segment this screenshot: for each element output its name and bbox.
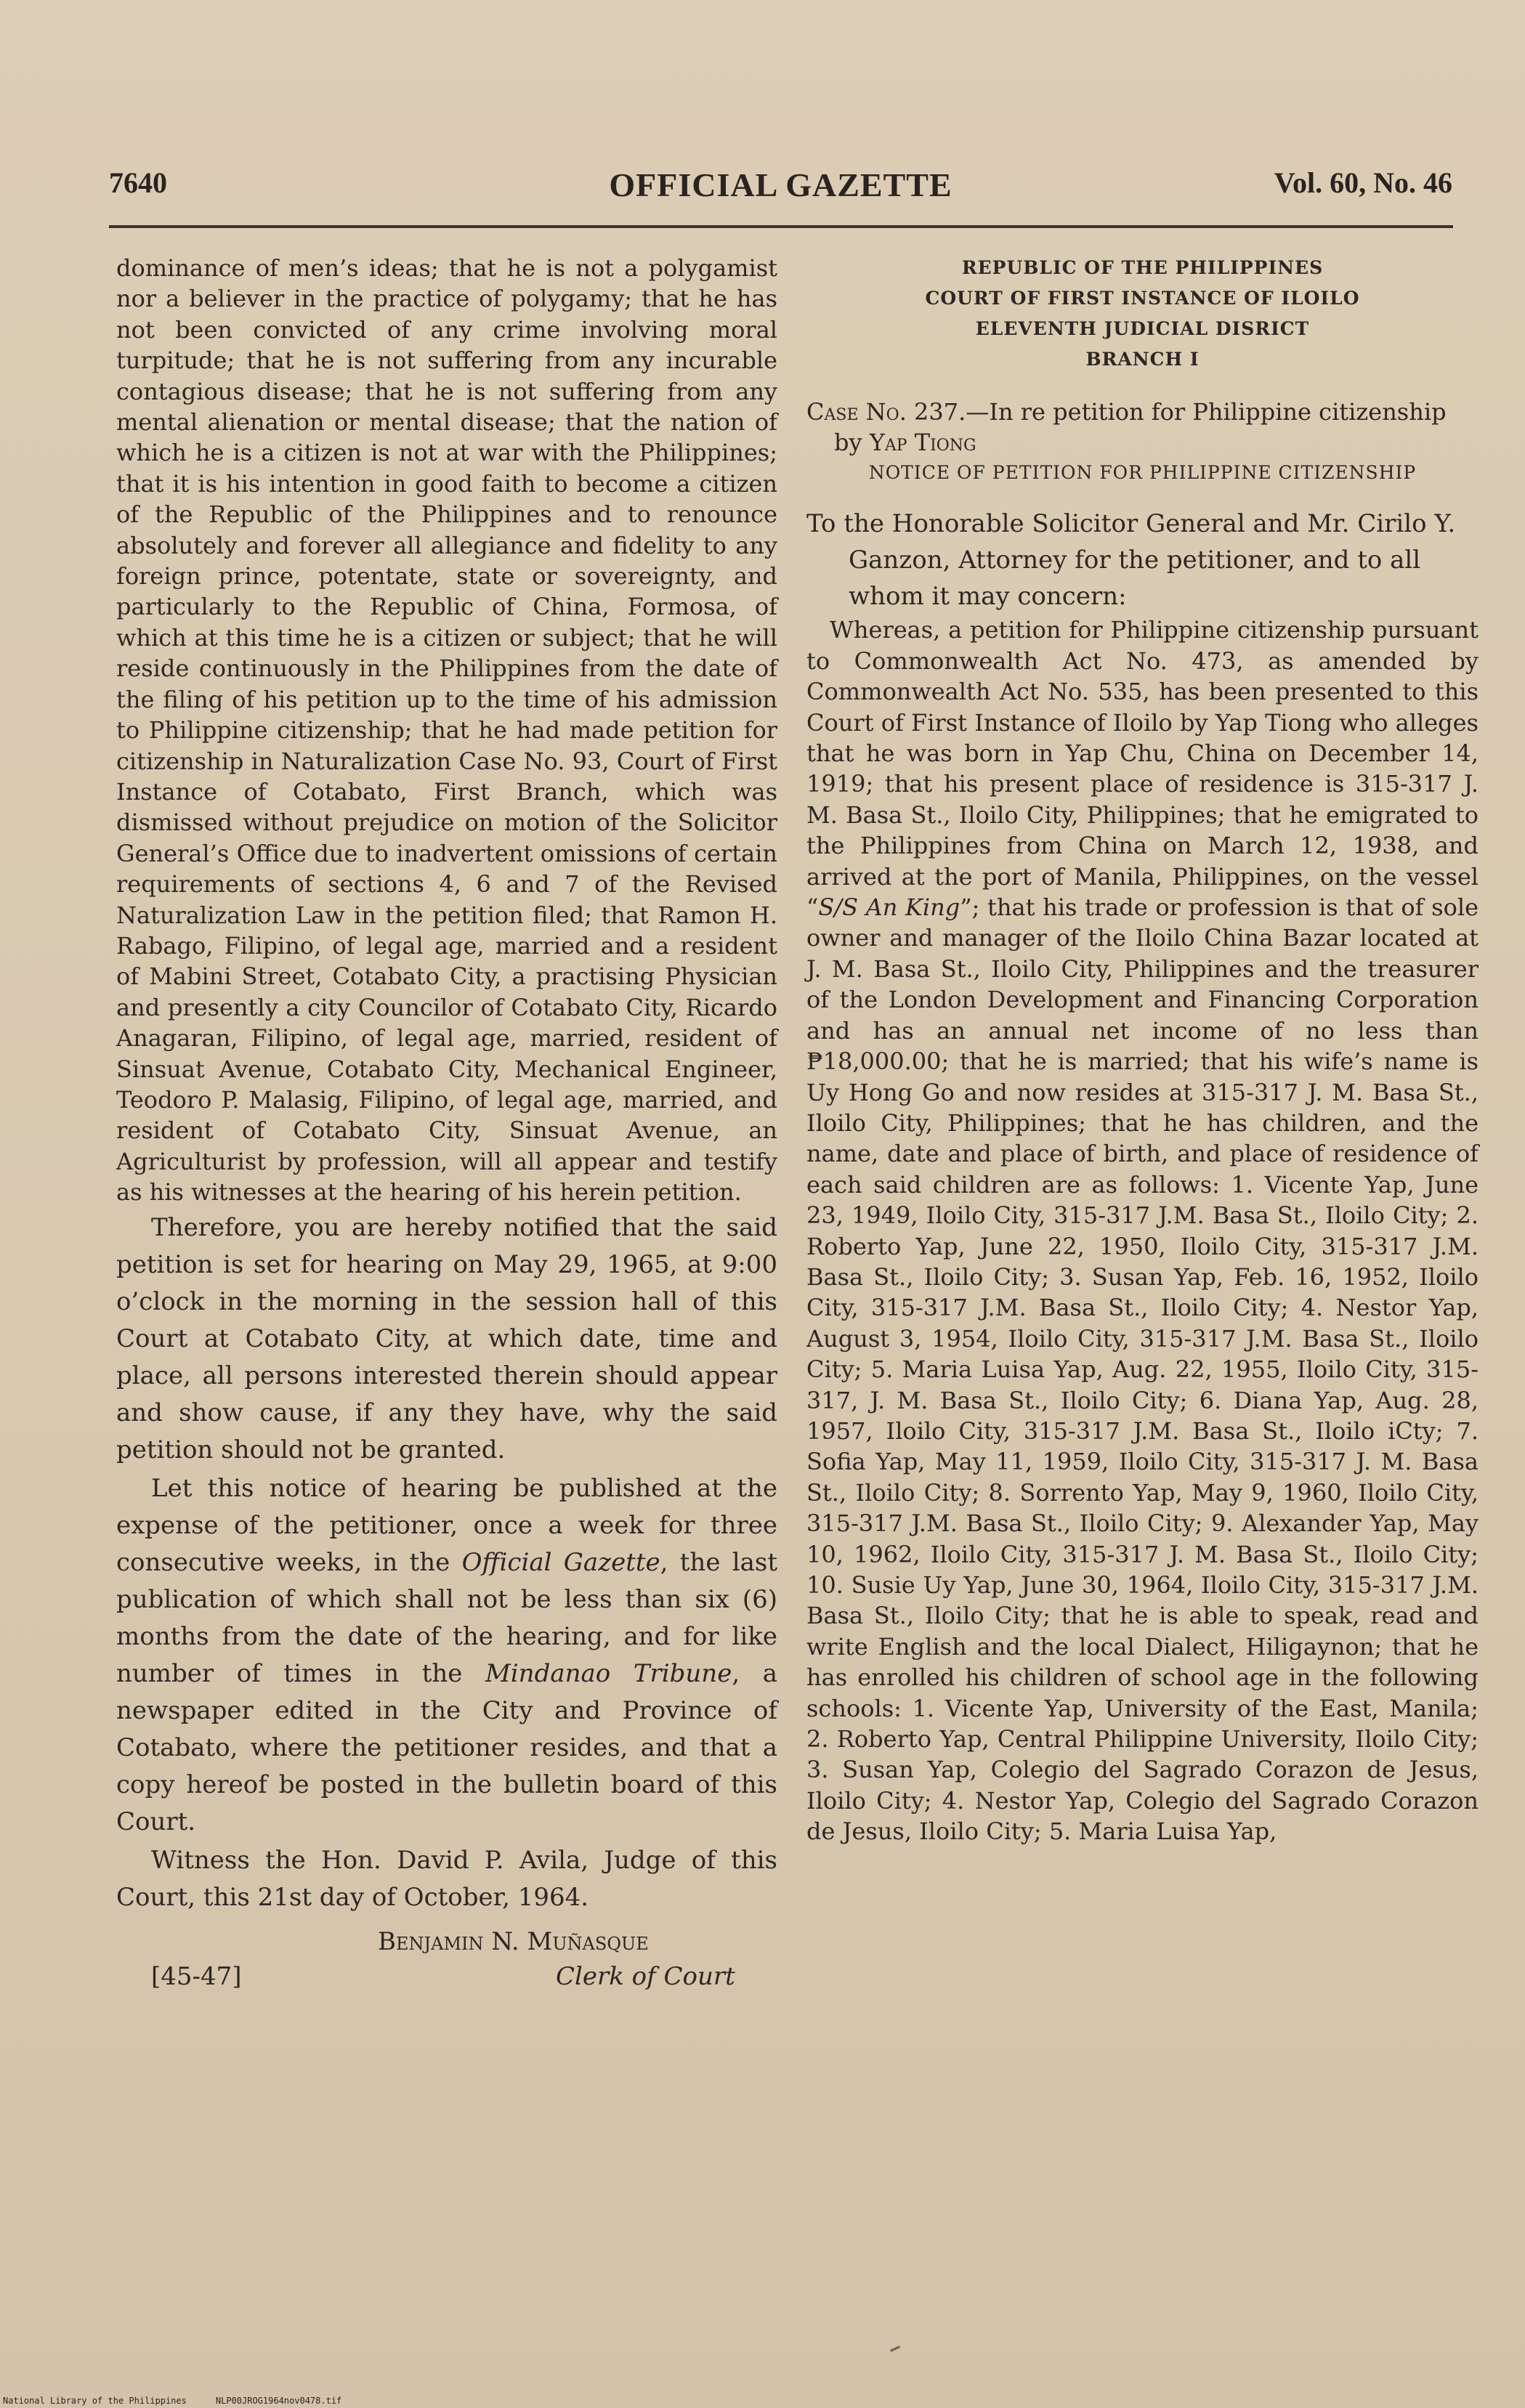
case-title (806, 397, 1479, 458)
right-column (806, 253, 1479, 1847)
signature-block (116, 1926, 777, 1999)
court-heading-line: BRANCH I (1085, 349, 1200, 370)
notice-title: NOTICE OF PETITION FOR PHILIPPINE CITIZENSHIP (868, 462, 1417, 483)
petition-continuation-text: dominance of men’s ideas; that he is not a polygamist nor a believer in the practice of polygamy; that he has not been convicted of any crime involving moral turpitude; that he is not suffering from any incurable contagious disease; that he is not suffering from any mental alienation or mental disease; that the nation of which he is a citizen is not at war with the Philippines; that it is his intention in good faith to become a citizen of the Republic of the Philippines and to renounce absolutely and forever all allegiance and fidelity to any foreign prince, potentate, state or sovereignty, and particularly to the Republic of China, Formosa, of which at this time he is a citizen or subject; that he will reside continuously in the Philippines from the date of the filing of his petition up to the time of his admission to Philippine citizenship; that he had made petition for citizenship in Naturalization Case No. 93, Court of First Instance of Cotabato, First Branch, which was dismissed without prejudice on motion of the Solicitor General’s Office due to inadvertent omissions of certain requirements of sections 4, 6 and 7 of the Revised Naturalization Law in the petition filed; that Ramon H. Rabago, Filipino, of legal age, married and a resident of Mabini Street, Cotabato City, a practising Physician and presently a city Councilor of Cotabato City, Ricardo Anagaran, Filipino, of legal age, married, resident of Sinsuat Avenue, Cotabato City, Mechanical Engineer, Teodoro P. Malasig, Filipino, of legal age, married, and resident of Cotabato City, Sinsuat Avenue, an Agriculturist by profession, will all appear and testify as his witnesses at the hearing of his herein petition. (116, 254, 777, 1207)
paper-mark (890, 2346, 900, 2352)
court-heading (806, 253, 1479, 375)
publication-order-paragraph (116, 1470, 777, 1841)
scan-footer (3, 2396, 341, 2406)
signatory-name: Benjamin N. Muñasque (378, 1926, 649, 1956)
vessel-name: S/S An King (818, 893, 960, 922)
court-heading-line: REPUBLIC OF THE PHILIPPINES (961, 257, 1324, 278)
court-heading-line: ELEVENTH JUDICIAL DISRICT (975, 318, 1310, 339)
header-rule (109, 225, 1453, 228)
case-description: —In re petition for Philippine citizenship by (834, 398, 1447, 456)
volume-number: Vol. 60, No. 46 (1274, 166, 1452, 199)
issue-reference: [45-47] (151, 1961, 242, 1991)
signatory-title: Clerk of Court (556, 1961, 735, 1991)
witness-paragraph: Witness the Hon. David P. Avila, Judge of this Court, this 21st day of October, 1964. (116, 1845, 777, 1912)
official-gazette-name: Official Gazette (461, 1547, 660, 1577)
left-column (116, 253, 777, 1999)
petitioner-name: Yap Tiong (869, 429, 976, 456)
library-credit: National Library of the Philippines (3, 2396, 187, 2406)
page-header (109, 166, 1452, 209)
page-number: 7640 (109, 166, 167, 199)
whereas-text-1: Whereas, a petition for Philippine citizenship pursuant to Commonwealth Act No. 473, as amended by Commonwealth Act No. 535, has been presented to this Court of First Instance of Iloilo by Yap Tiong who alleges that he was born in Yap Chu, China on December 14, 1919; that his present place of residence is 315-317 J. M. Basa St., Iloilo City, Philippines; that he emigrated to the Philippines from China on March 12, 1938, and arrived at the port of Manila, Philippines, on the vessel “ (806, 616, 1479, 922)
publication-order-text-1: Let this notice of hearing be published at the expense of the petitioner, once a week for three consecutive weeks, in the (116, 1473, 777, 1577)
publication-title: OFFICIAL GAZETTE (609, 166, 952, 203)
mindanao-tribune-name: Mindanao Tribune (485, 1658, 732, 1688)
case-number: Case No. 237. (806, 398, 966, 426)
publication-order-text-2: , the last publication of which shall not be less than six (6) months from the date of the hearing, and for like number of times in the (116, 1547, 777, 1688)
publication-order-text-3: , a newspaper edited in the City and Province of Cotabato, where the petitioner resides, and that a copy hereof be posted in the bulletin board of this Court. (116, 1658, 777, 1836)
hearing-notice-paragraph: Therefore, you are hereby notified that the said petition is set for hearing on May 29, 1965, at 9:00 o’clock in the morning in the session hall of this Court at Cotabato City, at which date, time and place, all persons interested therein should appear and show cause, if any they have, why the said petition should not be granted. (116, 1212, 777, 1464)
addressee-paragraph: To the Honorable Solicitor General and Mr. Cirilo Y. Ganzon, Attorney for the petitioner, and to all whom it may concern: (806, 509, 1456, 612)
whereas-paragraph (806, 615, 1479, 1846)
court-heading-line: COURT OF FIRST INSTANCE OF ILOILO (925, 288, 1360, 309)
scan-filename: NLP00JROG1964nov0478.tif (215, 2396, 342, 2406)
whereas-text-2: ”; that his trade or profession is that of sole owner and manager of the Iloilo China Bazar located at J. M. Basa St., Iloilo City, Philippines and the treasurer of the London Development and Financing Corporation and has an annual net income of no less than ₱18,000.00; that he is married; that his wife’s name is Uy Hong Go and now resides at 315-317 J. M. Basa St., Iloilo City, Philippines; that he has children, and the name, date and place of birth, and place of residence of each said children are as follows: 1. Vicente Yap, June 23, 1949, Iloilo City, 315-317 J.M. Basa St., Iloilo City; 2. Roberto Yap, June 22, 1950, Iloilo City, 315-317 J.M. Basa St., Iloilo City; 3. Susan Yap, Feb. 16, 1952, Iloilo City, 315-317 J.M. Basa St., Iloilo City; 4. Nestor Yap, August 3, 1954, Iloilo City, 315-317 J.M. Basa St., Iloilo City; 5. Maria Luisa Yap, Aug. 22, 1955, Iloilo City, 315-317, J. M. Basa St., Iloilo City; 6. Diana Yap, Aug. 28, 1957, Iloilo City, 315-317 J.M. Basa St., Iloilo iCty; 7. Sofia Yap, May 11, 1959, Iloilo City, 315-317 J. M. Basa St., Iloilo City; 8. Sorrento Yap, May 9, 1960, Iloilo City, 315-317 J.M. Basa St., Iloilo City; 9. Alexander Yap, May 10, 1962, Iloilo City, 315-317 J. M. Basa St., Iloilo City; 10. Susie Uy Yap, June 30, 1964, Iloilo City, 315-317 J.M. Basa St., Iloilo City; that he is able to speak, read and write English and the local Dialect, Hiligaynon; that he has enrolled his children of school age in the following schools: 1. Vicente Yap, University of the East, Manila; 2. Roberto Yap, Central Philippine University, Iloilo City; 3. Susan Yap, Colegio del Sagrado Corazon de Jesus, Iloilo City; 4. Nestor Yap, Colegio del Sagrado Corazon de Jesus, Iloilo City; 5. Maria Luisa Yap, (806, 893, 1479, 1846)
